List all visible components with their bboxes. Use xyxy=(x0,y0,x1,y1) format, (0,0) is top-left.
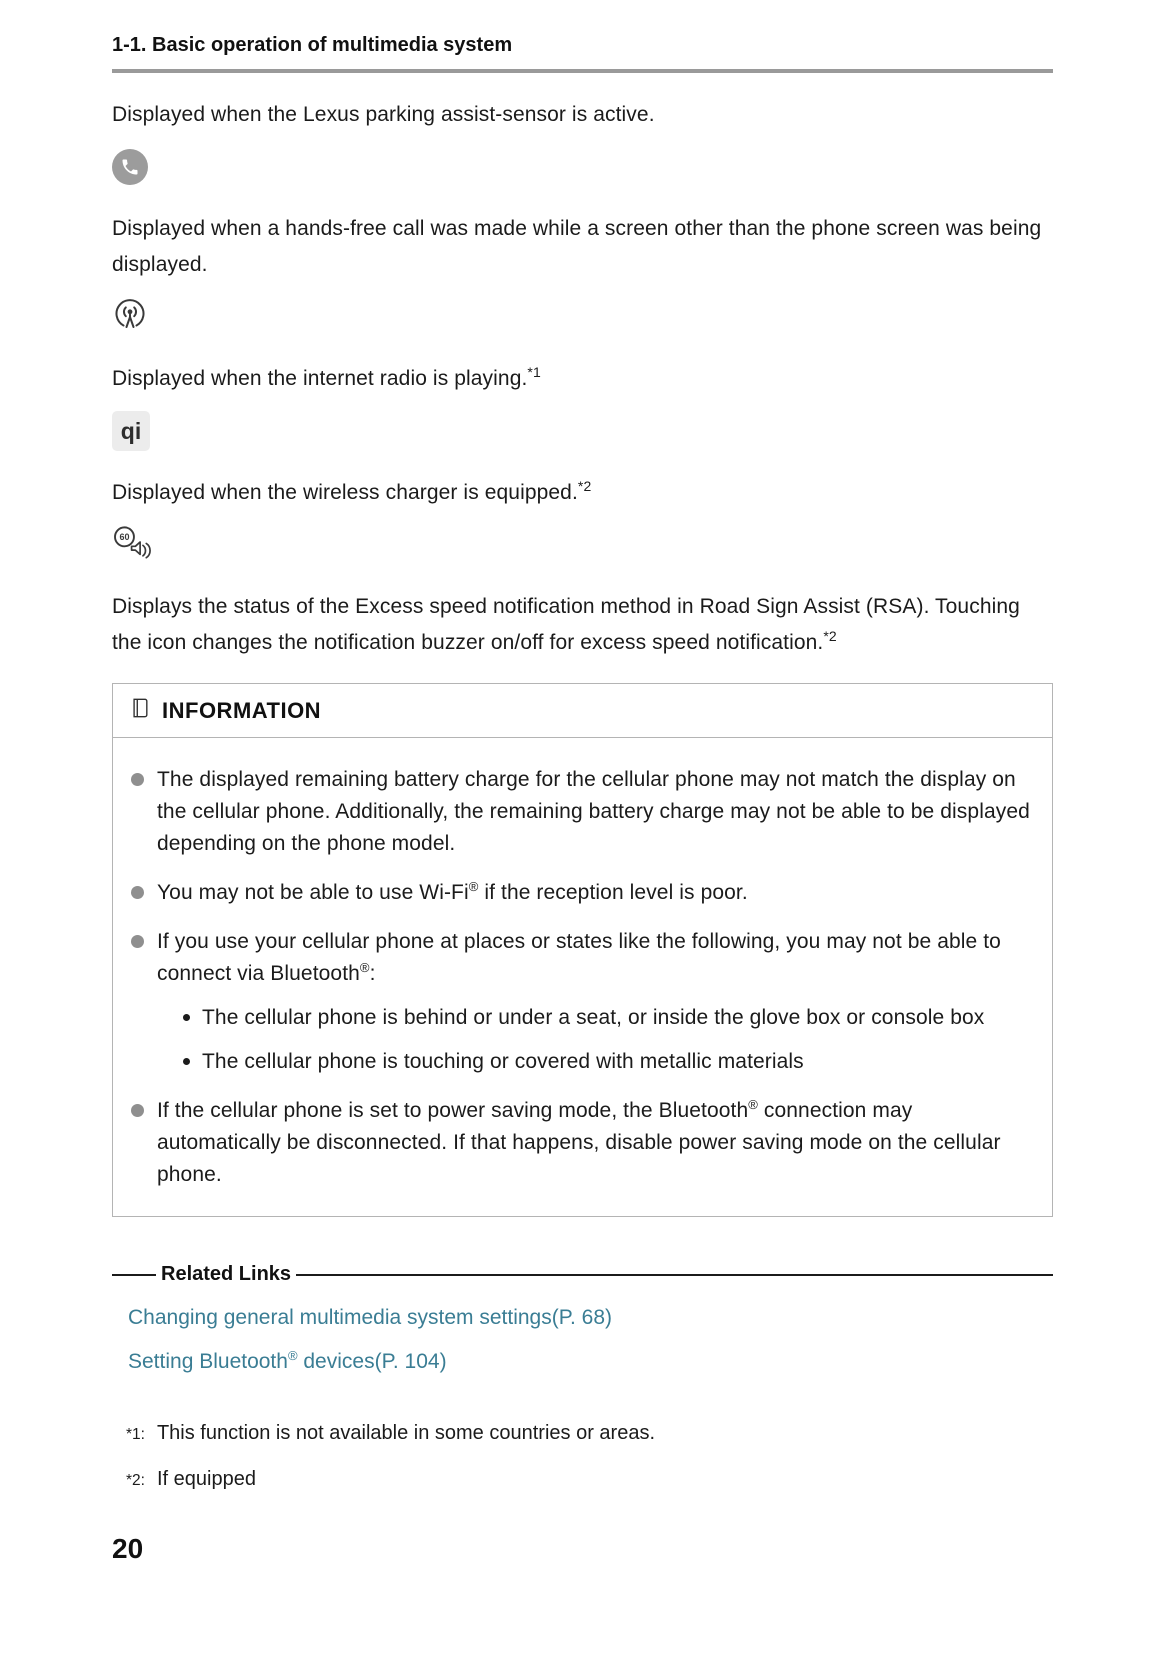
info-bullet-power-saving-text xyxy=(157,1095,1032,1191)
footnote-2-label: *2: xyxy=(126,1472,145,1489)
rsa-text-main: Displays the status of the Excess speed notification method in Road Sign Assist (RSA). Touching the icon changes the notification buzzer on/off for excess speed notification. xyxy=(112,595,1020,654)
speed-notification-icon xyxy=(112,525,154,566)
footnote-1-label: *1: xyxy=(126,1426,145,1443)
sub-bullet-icon xyxy=(183,1014,190,1021)
svg-text:60: 60 xyxy=(119,531,130,542)
link-bluetooth-text-pre: Setting Bluetooth xyxy=(128,1350,288,1373)
footnote-2 xyxy=(126,1464,1053,1496)
rsa-icon-row xyxy=(112,525,1053,565)
handsfree-phone-icon-row xyxy=(112,147,1053,187)
internet-radio-icon xyxy=(112,297,148,338)
sub-bullet-glovebox xyxy=(183,1002,1032,1034)
power-saving-text-pre: If the cellular phone is set to power saving mode, the Bluetooth xyxy=(157,1099,749,1122)
bullet-icon xyxy=(131,935,144,948)
rsa-text xyxy=(112,589,1053,661)
info-bullet-wifi-text xyxy=(157,877,748,909)
chapter-title: 1-1. Basic operation of multimedia system xyxy=(112,34,513,56)
wifi-text-post: if the reception level is poor. xyxy=(478,881,748,904)
footnote-1-text: This function is not available in some countries or areas. xyxy=(156,1422,655,1444)
internet-radio-text xyxy=(112,361,1053,397)
bullet-icon xyxy=(131,1104,144,1117)
registered-mark: ® xyxy=(748,1097,758,1112)
info-bullet-power-saving xyxy=(131,1095,1032,1191)
link-general-settings[interactable]: Changing general multimedia system settings(P. 68) xyxy=(128,1306,613,1329)
footnote-ref-2: *2 xyxy=(577,478,592,494)
bluetooth-text-post: : xyxy=(369,962,376,985)
information-body xyxy=(113,738,1052,1216)
registered-mark: ® xyxy=(359,960,370,975)
information-box xyxy=(112,683,1053,1217)
footnotes xyxy=(126,1418,1053,1496)
sub-bullet-metallic-text: The cellular phone is touching or covered with metallic materials xyxy=(202,1050,804,1073)
footnote-2-text: If equipped xyxy=(156,1468,256,1490)
registered-mark: ® xyxy=(468,879,479,894)
link-bluetooth-text-post: devices(P. 104) xyxy=(297,1350,447,1373)
page-header xyxy=(112,34,1053,73)
internet-radio-text-main: Displayed when the internet radio is playing. xyxy=(112,367,528,390)
wireless-charger-text-main: Displayed when the wireless charger is equipped. xyxy=(112,481,578,504)
related-links-line-left xyxy=(112,1274,156,1276)
related-links-section xyxy=(112,1263,1053,1374)
footnote-ref-1: *1 xyxy=(527,364,541,380)
qi-charger-icon-row xyxy=(112,411,1053,451)
sub-bullet-glovebox-text: The cellular phone is behind or under a seat, or inside the glove box or console box xyxy=(202,1006,985,1029)
info-bullet-bluetooth-text xyxy=(157,926,1032,1078)
book-icon xyxy=(130,697,150,724)
footnote-1 xyxy=(126,1418,1053,1450)
bluetooth-text-pre: If you use your cellular phone at places or states like the following, you may not be able to connect via Bluetooth xyxy=(157,930,1001,985)
information-header xyxy=(113,684,1052,738)
link-bluetooth-devices[interactable] xyxy=(128,1350,1053,1374)
parking-sensor-text: Displayed when the Lexus parking assist-sensor is active. xyxy=(112,103,655,126)
handsfree-call-text: Displayed when a hands-free call was made while a screen other than the phone screen was being displayed. xyxy=(112,217,1042,276)
related-links-title: Related Links xyxy=(161,1263,292,1285)
bullet-icon xyxy=(131,773,144,786)
internet-radio-icon-row xyxy=(112,297,1053,337)
qi-logo-text: qi xyxy=(120,417,142,444)
info-bullet-battery xyxy=(131,764,1032,860)
bullet-icon xyxy=(131,886,144,899)
info-bullet-battery-text: The displayed remaining battery charge for the cellular phone may not match the display on the cellular phone. Additionally, the remaining battery charge may not be able to be displayed depending on the phone model. xyxy=(157,768,1030,855)
qi-wireless-charger-icon xyxy=(112,411,150,451)
related-links-line-right xyxy=(296,1274,1053,1276)
wireless-charger-text xyxy=(112,475,1053,511)
registered-mark: ® xyxy=(287,1348,298,1363)
sub-bullet-metallic xyxy=(183,1046,1032,1078)
related-links-header xyxy=(112,1263,1053,1286)
sub-bullet-icon xyxy=(183,1058,190,1065)
page-number: 20 xyxy=(112,1533,144,1564)
info-bullet-bluetooth-connect xyxy=(131,926,1032,1078)
info-bullet-wifi xyxy=(131,877,1032,909)
footnote-ref-2b: *2 xyxy=(823,628,837,644)
handsfree-phone-icon xyxy=(112,149,148,185)
information-title: INFORMATION xyxy=(162,697,322,723)
power-saving-text-post: connection may automatically be disconnected. If that happens, disable power saving mode on the cellular phone. xyxy=(157,1099,1001,1186)
header-rule xyxy=(112,69,1053,73)
wifi-text-pre: You may not be able to use Wi-Fi xyxy=(157,881,469,904)
